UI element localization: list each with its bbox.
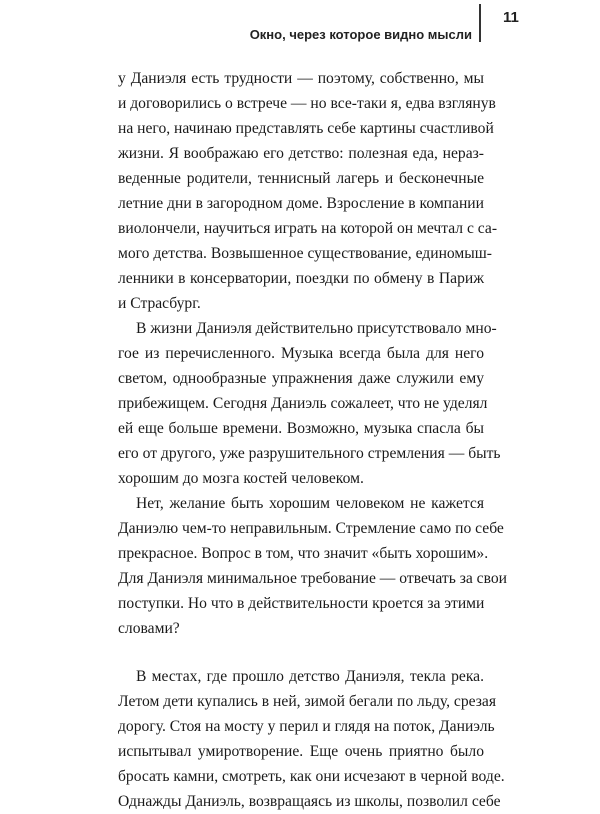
text-line: испытывал умиротворение. Еще очень приятно было [118, 743, 484, 760]
text-line: Для Даниэля минимальное требование — отвечать за свои [118, 570, 507, 587]
text-line: дорогу. Стоя на мосту у перил и глядя на поток, Даниэль [118, 718, 495, 735]
text-line: гое из перечисленного. Музыка всегда была для него [118, 345, 484, 362]
text-line: у Даниэля есть трудности — поэтому, собственно, мы [118, 70, 484, 87]
text-line: и Страсбург. [118, 295, 201, 312]
text-line: веденные родители, теннисный лагерь и бесконечные [118, 170, 484, 187]
text-line: словами? [118, 620, 180, 637]
text-line: В жизни Даниэля действительно присутствовало мно- [136, 320, 497, 337]
text-line: его от другого, уже разрушительного стремления — быть [118, 445, 501, 462]
text-line: светом, однообразные упражнения даже служили ему [118, 370, 484, 387]
text-line: на него, начинаю представлять себе картины счастливой [118, 120, 494, 137]
paragraph [118, 66, 498, 316]
text-line: Летом дети купались в ней, зимой бегали по льду, срезая [118, 693, 496, 710]
text-line: прекрасное. Вопрос в том, что значит «быть хорошим». [118, 545, 489, 562]
page-header [0, 0, 600, 50]
text-line: Даниэлю чем-то неправильным. Стремление само по себе [118, 520, 504, 537]
text-line: жизни. Я воображаю его детство: полезная еда, нераз- [118, 145, 484, 162]
text-line: хорошим до мозга костей человеком. [118, 470, 364, 487]
text-line: Нет, желание быть хорошим человеком не кажется [136, 495, 484, 512]
text-line: бросать камни, смотреть, как они исчезают в черной воде. [118, 768, 505, 785]
text-line: мого детства. Возвышенное существование, единомыш- [118, 245, 492, 262]
text-line: В местах, где прошло детство Даниэля, текла река. [136, 668, 484, 685]
page-number: 11 [503, 9, 519, 26]
running-title: Окно, через которое видно мысли [249, 27, 472, 42]
paragraph [118, 491, 507, 641]
text-line: и договорились о встрече — но все-таки я, едва взглянув [118, 95, 496, 112]
text-line: прибежищем. Сегодня Даниэль сожалеет, что не уделял [118, 395, 488, 412]
text-line: ей еще больше времени. Возможно, музыка спасла бы [118, 420, 484, 437]
text-line: летние дни в загородном доме. Взросление в компании [118, 195, 484, 212]
text-line: ленники в консерватории, поездки по обмену в Париж [118, 270, 484, 287]
paragraph [118, 664, 505, 814]
paragraph [118, 316, 501, 491]
body-text [118, 66, 507, 814]
section-break [118, 641, 484, 664]
text-line: Однажды Даниэль, возвращаясь из школы, позволил себе [118, 793, 501, 810]
text-line: виолончели, научиться играть на которой он мечтал с са- [118, 220, 498, 237]
header-divider [479, 4, 481, 42]
text-line: поступки. Но что в действительности кроется за этими [118, 595, 485, 612]
